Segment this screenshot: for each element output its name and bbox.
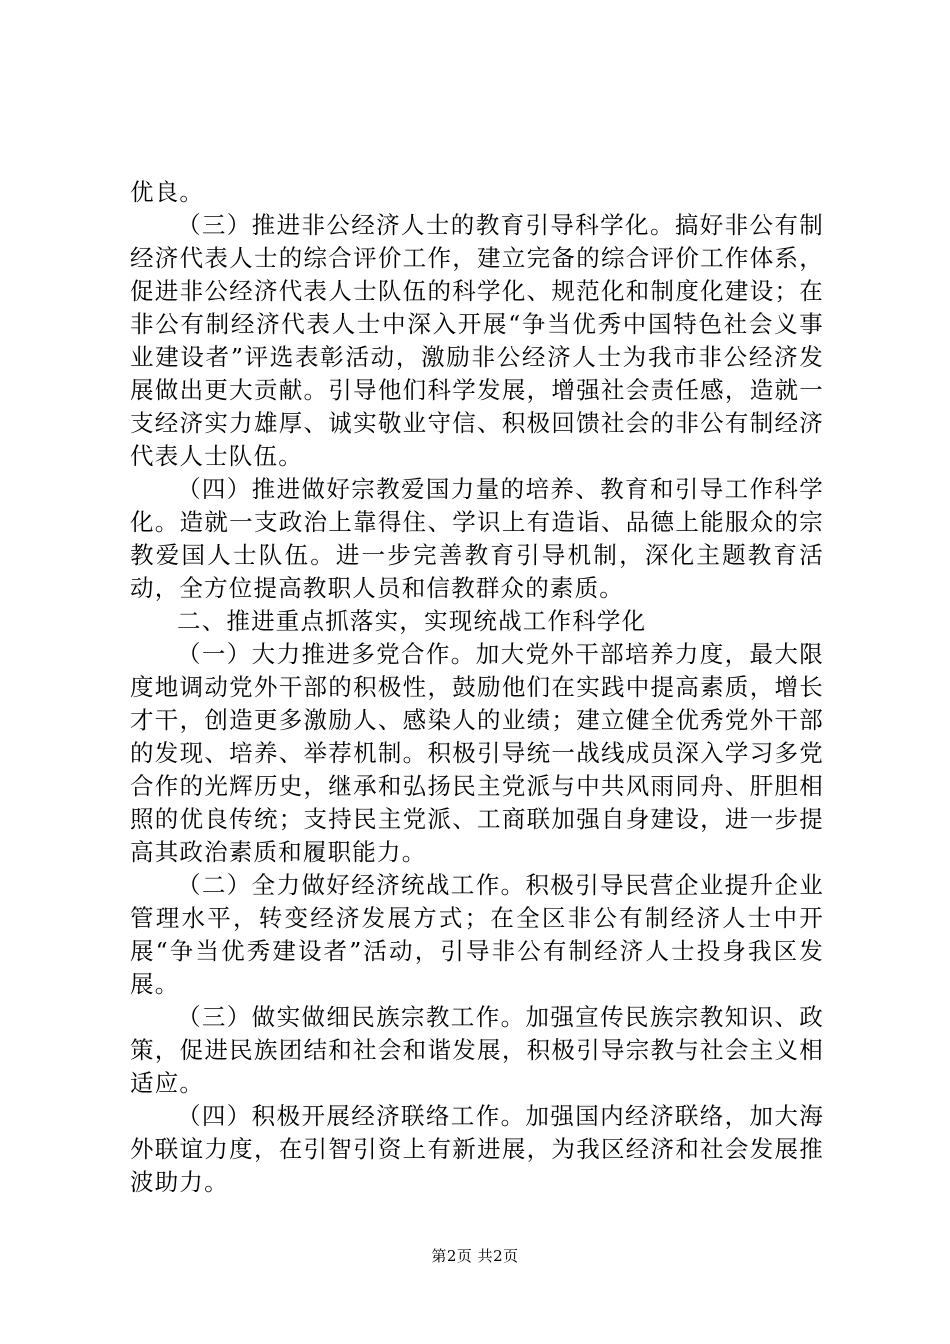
paragraph-nonpublic-economy-education: （三）推进非公经济人士的教育引导科学化。搞好非公有制经济代表人士的综合评价工作，建立完备的综合评价工作体系，促进非公经济代表人士队伍的科学化、规范化和制度化建设；在非公有制经济代表人士中深入开展“争当优秀中国特色社会义事业建设者”评选表彰活动，激励非公经济人士为我市非公经济发展做出更大贡献。引导他们科学发展，增强社会责任感，造就一支经济实力雄厚、诚实敬业守信、积极回馈社会的非公有制经济代表人士队伍。: [130, 211, 824, 470]
page-number-footer: 第2页 共2页: [431, 1247, 519, 1265]
paragraph-continuation: 优良。: [130, 178, 205, 206]
section-heading-two: 二、推进重点抓落实，实现统战工作科学化: [177, 607, 647, 635]
paragraph-economic-liaison: （四）积极开展经济联络工作。加强国内经济联络，加大海外联谊力度，在引智引资上有新进展，为我区经济和社会发展推波助力。: [130, 1102, 824, 1196]
paragraph-ethnic-religious-work: （三）做实做细民族宗教工作。加强宣传民族宗教知识、政策，促进民族团结和社会和谐发展，积极引导宗教与社会主义相适应。: [130, 1003, 824, 1097]
document-body: [130, 176, 824, 1199]
paragraph-religious-patriotic-force: （四）推进做好宗教爱国力量的培养、教育和引导工作科学化。造就一支政治上靠得住、学识上有造诣、品德上能服众的宗教爱国人士队伍。进一步完善教育引导机制，深化主题教育活动，全方位提高教职人员和信教群众的素质。: [130, 475, 824, 602]
paragraph-multiparty-cooperation: （一）大力推进多党合作。加大党外干部培养力度，最大限度地调动党外干部的积极性，鼓励他们在实践中提高素质，增长才干，创造更多激励人、感染人的业绩；建立健全优秀党外干部的发现、培养、举荐机制。积极引导统一战线成员深入学习多党合作的光辉历史，继承和弘扬民主党派与中共风雨同舟、肝胆相照的优良传统；支持民主党派、工商联加强自身建设，进一步提高其政治素质和履职能力。: [130, 640, 824, 866]
paragraph-economic-united-front: （二）全力做好经济统战工作。积极引导民营企业提升企业管理水平，转变经济发展方式；在全区非公有制经济人士中开展“争当优秀建设者”活动，引导非公有制经济人士投身我区发展。: [130, 871, 824, 998]
